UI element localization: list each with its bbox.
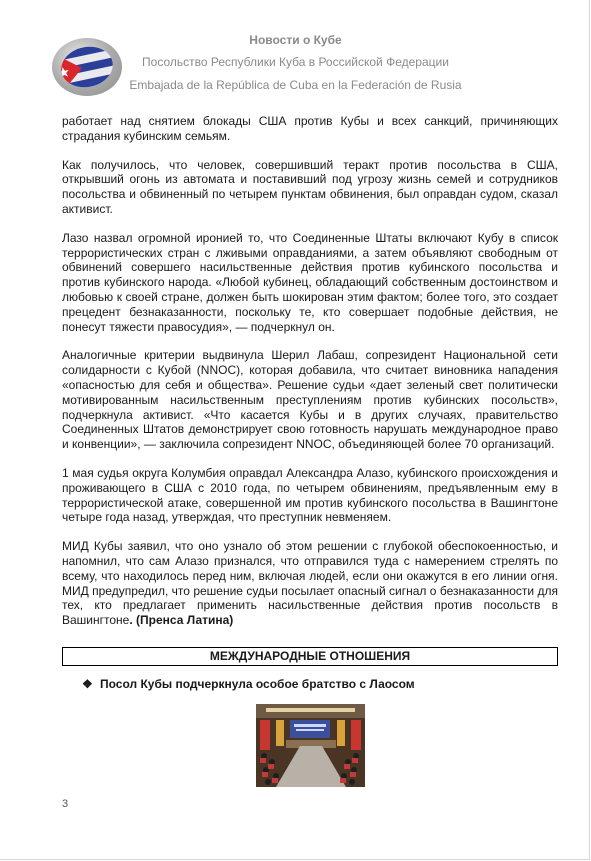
article-body [62,114,558,642]
paragraph: Лазо назвал огромной иронией то, что Соединенные Штаты включают Кубу в список террористических стран с лживыми оправданиями, а затем объявляют свободным от обвинений совершего насильственные действия против кубинского посольства и против кубинского народа. «Любой кубинец, обладающий собственным достоинством и любовью к своей стране, должен быть шокирован этим фактом; более того, это создает прецедент безнаказанности, поскольку те, кто совершает подобные действия, не понесут тяжести правосудия», — подчеркнул он. [62,230,558,334]
embassy-name-es: Embajada de la República de Cuba en la Federación de Rusia [129,78,462,92]
section-heading: МЕЖДУНАРОДНЫЕ ОТНОШЕНИЯ [62,647,558,666]
page-header [0,0,591,100]
paragraph-text: МИД Кубы заявил, что оно узнало об этом решении с глубокой обеспокоенностью, и напомнил, что сам Алазо признался, что отправился туда с намерением стрелять по всему, что находилось перед ним, включая людей, если они окажутся в его линии огня. МИД предупредил, что решение судьи посылает опасный сигнал о безнаказанности для тех, кто предлагает применить насильственные действия против посольств в Вашингтоне [62,539,558,628]
paragraph-final [62,539,558,628]
paragraph: 1 мая судья округа Колумбия оправдал Александра Алазо, кубинского происхождения и проживающего в США с 2010 года, по четырем обвинениям, предъявленным ему в террористической атаке, совершенной им против кубинского посольства в Вашингтоне четыре года назад, утверждая, что преступник невменяем. [62,465,558,525]
page-number: 3 [62,798,69,810]
headline-text: Посол Кубы подчеркнула особое братство с Лаосом [100,677,415,691]
article-headline [82,677,415,691]
meeting-photo [256,704,365,787]
embassy-name-ru: Посольство Республики Куба в Российской Федерации [142,55,449,69]
paragraph: Аналогичные критерии выдвинула Шерил Лабаш, сопрезидент Национальной сети солидарности с Кубой (NNOC), которая добавила, что считает виновника нападения «опасностью для себя и общества». Решение судьи «дает зеленый свет политически мотивированным насильственным преступлениям против кубинских посольств», подчеркнула активист. «Что касается Кубы и в других случаях, правительство Соединенных Штатов демонстрирует свою готовность нарушать международное право и конвенции», — заключила сопрезидент NNOC, объединяющей более 70 организаций. [62,348,558,452]
diamond-bullet-icon: ❖ [82,677,93,691]
newsletter-title: Новости о Кубе [249,33,342,47]
paragraph: работает над снятием блокады США против Кубы и всех санкций, причиняющих страдания кубинским семьям. [62,114,558,143]
news-source: . (Пренса Латина) [129,613,234,628]
paragraph: Как получилось, что человек, совершивший теракт против посольства в США, открывший огонь из автомата и поставивший под угрозу жизнь семей и сотрудников посольства и обвиненный по четырем пунктам обвинения, был оправдан судом, сказал активист. [62,157,558,216]
